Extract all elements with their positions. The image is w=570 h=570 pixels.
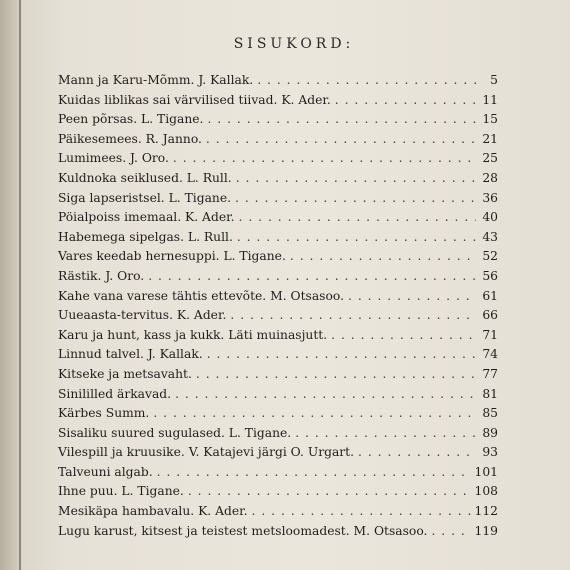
toc-entry-title: Vilespill ja kruusike. V. Katajevi järgi O. Urgart.	[58, 445, 355, 460]
page-title: SISUKORD:	[233, 36, 355, 52]
toc-leader-dots	[153, 406, 476, 420]
toc-entry-title: Päikesemees. R. Janno.	[58, 131, 202, 146]
toc-entry-page: 71	[482, 327, 498, 342]
toc-leader-dots	[188, 484, 471, 498]
toc-entry	[58, 524, 498, 544]
toc-entry-title: Mesikäpa hambavalu. K. Ader.	[58, 504, 248, 519]
toc-leader-dots	[235, 191, 476, 205]
toc-entry-page: 21	[482, 131, 498, 146]
toc-entry-title: Talveuni algab.	[58, 464, 153, 479]
toc-entry	[58, 445, 498, 465]
toc-leader-dots	[207, 112, 476, 126]
toc-leader-dots	[157, 465, 471, 479]
toc-entry-title: Peen põrsas. L. Tigane.	[58, 112, 204, 127]
toc-entry-title: Sisaliku suured sugulased. L. Tigane.	[58, 425, 292, 440]
toc-entry-title: Mann ja Karu-Mõmm. J. Kallak.	[58, 73, 254, 87]
toc-entry-title: Rästik. J. Oro.	[58, 268, 145, 283]
toc-entry-page: 40	[482, 210, 498, 225]
toc-leader-dots	[230, 308, 476, 322]
toc-entry-title: Kitseke ja metsavaht.	[58, 366, 192, 381]
toc-entry-page: 43	[482, 229, 498, 244]
toc-leader-dots	[148, 269, 476, 283]
toc-entry	[58, 93, 498, 113]
toc-entry-title: Karu ja hunt, kass ja kukk. Läti muinasjutt.	[58, 327, 328, 342]
gutter-fold-line	[19, 0, 21, 570]
toc-entry	[58, 73, 498, 93]
toc-leader-dots	[348, 289, 476, 303]
toc-entry-page: 36	[482, 190, 498, 205]
toc-entry-page: 25	[482, 151, 498, 166]
toc-entry-title: Sinililled ärkavad.	[58, 386, 172, 401]
toc-entry-title: Kuidas liblikas sai värvilised tiivad. K. Ader.	[58, 92, 331, 107]
toc-leader-dots	[431, 524, 470, 538]
toc-entry	[58, 387, 498, 407]
toc-entry	[58, 230, 498, 250]
table-of-contents	[58, 73, 498, 543]
toc-entry	[58, 308, 498, 328]
toc-leader-dots	[207, 347, 476, 361]
toc-entry-page: 15	[482, 112, 498, 127]
toc-entry	[58, 191, 498, 211]
toc-entry-title: Siga lapseristsel. L. Tigane.	[58, 190, 232, 205]
toc-leader-dots	[335, 93, 476, 107]
toc-leader-dots	[196, 367, 476, 381]
toc-entry	[58, 406, 498, 426]
toc-entry	[58, 269, 498, 289]
toc-entry	[58, 210, 498, 230]
toc-entry-page: 119	[474, 523, 498, 538]
toc-entry-title: Pöialpoiss imemaal. K. Ader.	[58, 210, 235, 225]
toc-entry-title: Lumimees. J. Oro.	[58, 151, 169, 166]
toc-entry-page: 77	[482, 366, 498, 381]
toc-entry	[58, 289, 498, 309]
toc-entry-page: 66	[482, 308, 498, 323]
toc-entry-page: 52	[482, 249, 498, 264]
toc-entry-title: Uueaasta-tervitus. K. Ader.	[58, 308, 227, 323]
toc-entry-page: 28	[482, 170, 498, 185]
toc-entry-page: 81	[482, 386, 498, 401]
toc-entry-title: Kuldnoka seiklused. L. Rull.	[58, 170, 232, 185]
toc-entry	[58, 249, 498, 269]
toc-entry	[58, 151, 498, 171]
toc-entry-page: 56	[482, 268, 498, 283]
toc-leader-dots	[252, 504, 471, 518]
toc-leader-dots	[236, 171, 476, 185]
toc-entry	[58, 426, 498, 446]
toc-leader-dots	[290, 249, 476, 263]
toc-entry-page: 112	[474, 504, 498, 519]
toc-leader-dots	[257, 73, 476, 87]
toc-entry-page: 61	[482, 288, 498, 303]
toc-entry	[58, 112, 498, 132]
toc-entry-title: Kahe vana varese tähtis ettevõte. M. Otsasoo.	[58, 288, 344, 303]
toc-entry	[58, 504, 498, 524]
toc-entry-page: 11	[482, 92, 498, 107]
toc-entry-page: 74	[482, 347, 498, 362]
toc-entry-page: 101	[474, 464, 498, 479]
toc-entry	[58, 171, 498, 191]
toc-entry-title: Ihne puu. L. Tigane.	[58, 484, 184, 499]
toc-entry-page: 85	[482, 406, 498, 421]
toc-entry-title: Linnud talvel. J. Kallak.	[58, 347, 203, 362]
toc-leader-dots	[173, 151, 476, 165]
toc-leader-dots	[237, 230, 476, 244]
toc-entry-title: Habemega sipelgas. L. Rull.	[58, 229, 233, 244]
toc-entry-page: 93	[482, 445, 498, 460]
toc-leader-dots	[331, 328, 476, 342]
toc-leader-dots	[295, 426, 476, 440]
toc-entry	[58, 367, 498, 387]
toc-entry	[58, 465, 498, 485]
toc-entry	[58, 328, 498, 348]
toc-entry	[58, 347, 498, 367]
toc-leader-dots	[206, 132, 476, 146]
toc-leader-dots	[175, 387, 476, 401]
toc-entry-page: 5	[490, 73, 498, 87]
toc-leader-dots	[358, 445, 476, 459]
toc-entry	[58, 484, 498, 504]
toc-entry-title: Kärbes Summ.	[58, 406, 150, 421]
toc-entry-title: Vares keedab hernesuppi. L. Tigane.	[58, 249, 286, 264]
toc-leader-dots	[239, 210, 476, 224]
toc-entry-title: Lugu karust, kitsest ja teistest metsloomadest. M. Otsasoo.	[58, 523, 428, 538]
toc-entry-page: 89	[482, 425, 498, 440]
toc-entry	[58, 132, 498, 152]
toc-entry-page: 108	[474, 484, 498, 499]
